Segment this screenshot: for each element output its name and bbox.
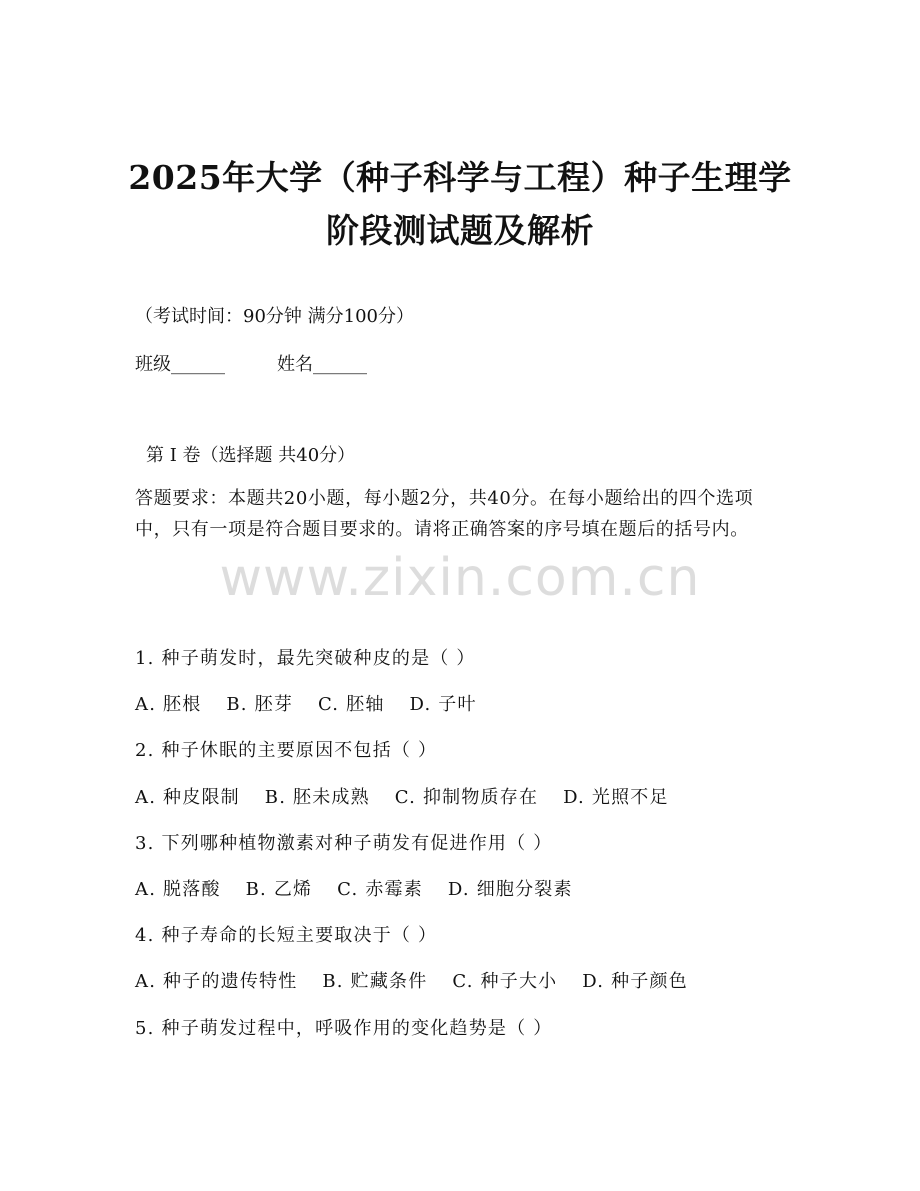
option: B. 胚芽 (226, 694, 294, 715)
question-2: 2. 种子休眠的主要原因不包括（ ） (135, 740, 438, 761)
option: D. 细胞分裂素 (447, 879, 573, 900)
option: A. 胚根 (135, 694, 202, 715)
watermark: www.zixin.com.cn (219, 548, 701, 608)
option: A. 种子的遗传特性 (135, 971, 298, 992)
option: C. 赤霉素 (337, 879, 423, 900)
question-3: 3. 下列哪种植物激素对种子萌发有促进作用（ ） (135, 833, 553, 854)
section-title: 第 I 卷（选择题 共40分） (146, 445, 356, 466)
option: B. 乙烯 (245, 879, 313, 900)
name-label: 姓名______ (277, 354, 367, 375)
question-3-options (135, 875, 573, 901)
option: B. 胚未成熟 (264, 787, 370, 808)
document-title-line2: 阶段测试题及解析 (326, 211, 594, 250)
option: C. 种子大小 (452, 971, 558, 992)
question-4-options (135, 967, 688, 993)
option: A. 种皮限制 (135, 787, 240, 808)
question-4: 4. 种子寿命的长短主要取决于（ ） (135, 925, 438, 946)
exam-info: （考试时间：90分钟 满分100分） (135, 306, 414, 327)
question-1: 1. 种子萌发时，最先突破种皮的是（ ） (135, 648, 476, 669)
option: D. 种子颜色 (582, 971, 688, 992)
question-1-options (135, 690, 477, 716)
option: D. 光照不足 (563, 787, 669, 808)
option: A. 脱落酸 (135, 879, 221, 900)
option: C. 抑制物质存在 (394, 787, 539, 808)
option: D. 子叶 (409, 694, 477, 715)
option: B. 贮藏条件 (322, 971, 428, 992)
student-info-row (135, 350, 367, 376)
option: C. 胚轴 (317, 694, 385, 715)
instructions: 答题要求：本题共20小题，每小题2分，共40分。在每小题给出的四个选项中，只有一项是符合题目要求的。请将正确答案的序号填在题后的括号内。 (135, 488, 754, 540)
question-5: 5. 种子萌发过程中，呼吸作用的变化趋势是（ ） (135, 1018, 553, 1039)
question-2-options (135, 783, 669, 809)
document-title-line1: 2025年大学（种子科学与工程）种子生理学 (128, 158, 792, 197)
class-label: 班级______ (135, 354, 225, 375)
